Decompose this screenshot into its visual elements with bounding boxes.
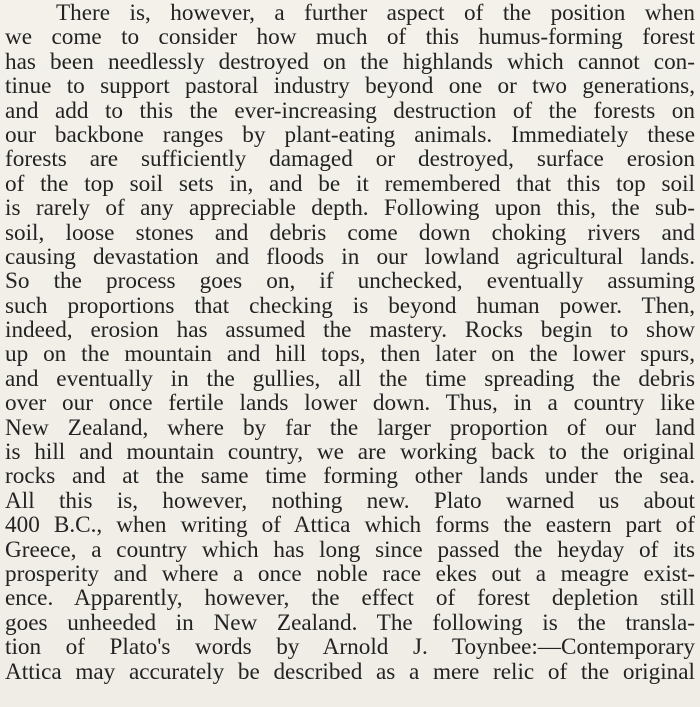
- text-line: causing devastation and floods in our lowland agricultural lands.: [5, 243, 695, 270]
- text-line: forests are sufficiently damaged or destroyed, surface erosion: [5, 146, 695, 173]
- text-line: New Zealand, where by far the larger proportion of our land: [5, 414, 695, 441]
- text-line: prosperity and where a once noble race ekes out a meagre exist-: [5, 560, 695, 587]
- text-line: ence. Apparently, however, the effect of forest depletion still: [5, 585, 695, 612]
- text-line: All this is, however, nothing new. Plato warned us about: [5, 487, 695, 514]
- text-line: such proportions that checking is beyond human power. Then,: [5, 292, 695, 319]
- text-line: is hill and mountain country, we are working back to the original: [5, 439, 695, 466]
- text-line: There is, however, a further aspect of the position when: [56, 0, 695, 26]
- text-line: up on the mountain and hill tops, then later on the lower spurs,: [5, 341, 695, 368]
- text-line: Attica may accurately be described as a mere relic of the original: [5, 658, 695, 685]
- text-line: is rarely of any appreciable depth. Following upon this, the sub-: [5, 195, 695, 222]
- text-line: our backbone ranges by plant-eating animals. Immediately these: [5, 121, 695, 148]
- text-line: has been needlessly destroyed on the highlands which cannot con-: [5, 48, 695, 75]
- text-line: and eventually in the gullies, all the time spreading the debris: [5, 365, 695, 392]
- text-line: soil, loose stones and debris come down choking rivers and: [5, 219, 695, 246]
- text-line: 400 B.C., when writing of Attica which forms the eastern part of: [5, 512, 695, 539]
- body-paragraph: [5, 0, 695, 684]
- text-line: rocks and at the same time forming other lands under the sea.: [5, 463, 695, 490]
- text-line: Greece, a country which has long since passed the heyday of its: [5, 536, 695, 563]
- text-line: tion of Plato's words by Arnold J. Toynbee:—Contemporary: [5, 634, 695, 661]
- text-line: tinue to support pastoral industry beyond one or two generations,: [5, 73, 695, 100]
- text-line: of the top soil sets in, and be it remembered that this top soil: [5, 170, 695, 197]
- text-line: goes unheeded in New Zealand. The following is the transla-: [5, 609, 695, 636]
- text-line: and add to this the ever-increasing destruction of the forests on: [5, 97, 695, 124]
- text-line: over our once fertile lands lower down. Thus, in a country like: [5, 390, 695, 417]
- text-line: indeed, erosion has assumed the mastery. Rocks begin to show: [5, 317, 695, 344]
- text-line: So the process goes on, if unchecked, eventually assuming: [5, 268, 695, 295]
- text-line: we come to consider how much of this humus-forming forest: [5, 24, 695, 51]
